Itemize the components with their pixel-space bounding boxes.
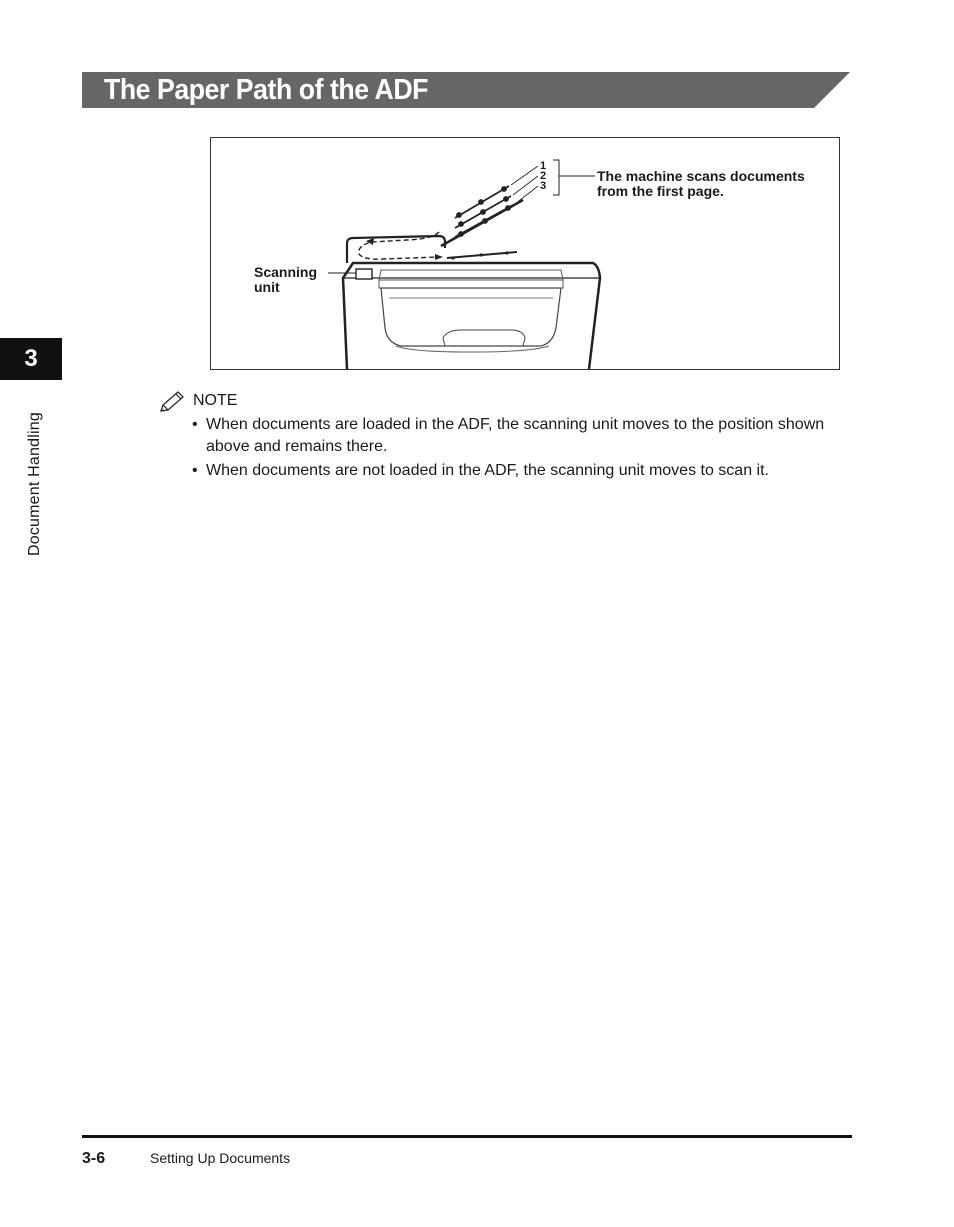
chapter-side-label: Document Handling (26, 412, 43, 556)
document-number-1: 1 (540, 160, 547, 172)
pencil-note-icon (158, 390, 188, 414)
chapter-tab: 3 (0, 338, 62, 380)
adf-paper-path-figure (210, 137, 840, 370)
note-item: • When documents are loaded in the ADF, the scanning unit moves to the position shown above and remains there. (190, 414, 850, 458)
page-title: The Paper Path of the ADF (104, 74, 429, 106)
footer-divider (82, 1135, 852, 1138)
section-title-bar (82, 72, 850, 108)
scanning-unit-callout: Scanning unit (254, 264, 318, 295)
note-heading: NOTE (193, 392, 238, 409)
page-number: 3-6 (82, 1150, 106, 1167)
note-item: • When documents are not loaded in the ADF, the scanning unit moves to scan it. (190, 460, 850, 482)
note-list (190, 414, 850, 484)
footer-section-title: Setting Up Documents (150, 1150, 291, 1166)
document-number-2: 2 (540, 170, 547, 182)
scan-order-callout: The machine scans documents from the first page. (597, 168, 805, 199)
document-number-3: 3 (540, 180, 547, 192)
